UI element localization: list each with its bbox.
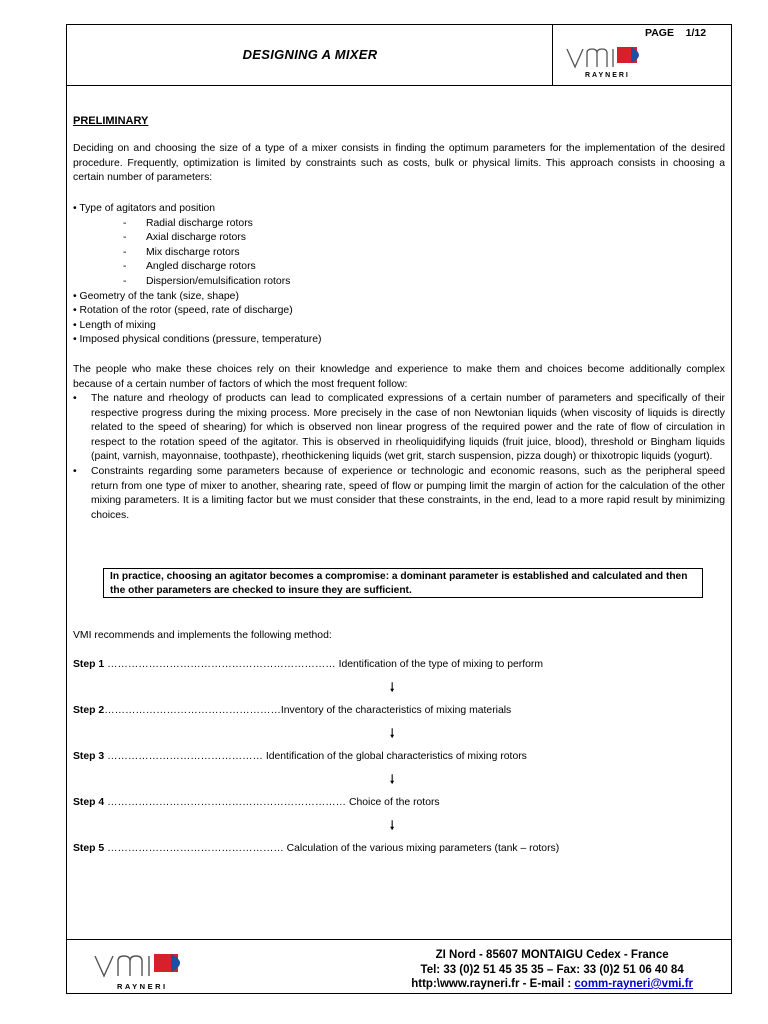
- bullet-dot-icon: •: [73, 465, 77, 477]
- rotor-item: - Axial discharge rotors: [73, 231, 725, 246]
- footer-phone: Tel: 33 (0)2 51 45 35 35 – Fax: 33 (0)2 51 06 40 84: [420, 963, 684, 976]
- step-label: Step 5: [73, 843, 105, 854]
- bullet-rotation: • Rotation of the rotor (speed, rate of discharge): [73, 305, 293, 317]
- bullet-agitators: • Type of agitators and position: [73, 203, 216, 214]
- footer-web: http:\www.rayneri.fr - E-mail :: [411, 978, 575, 990]
- rotor-item: - Angled discharge rotors: [73, 260, 725, 275]
- footer-address: ZI Nord - 85607 MONTAIGU Cedex - France: [435, 949, 669, 961]
- rotor-item: - Mix discharge rotors: [73, 246, 725, 261]
- step-text: Calculation of the various mixing parameters (tank – rotors): [286, 843, 560, 854]
- step-text: Choice of the rotors: [348, 797, 440, 808]
- step-text: Identification of the type of mixing to perform: [338, 659, 544, 670]
- rotor-item: - Radial discharge rotors: [73, 217, 725, 232]
- rotor-item: - Dispersion/emulsification rotors: [73, 275, 725, 290]
- factor-text: The nature and rheology of products can lead to complicated expressions of a certain number of parameters and specifically of their respective progress during the mixing process. More precisely in the case of non Newtonian liquids (when viscosity of liquids is directly related to the speed of shearing) for which is observed non linear progress of the required power and the rate of flow of circulation in respect to the rotation speed of the agitator. This is observed in rheoliquidifying liquids (fruit juice, blood), threshold or Bingham liquids (paint, varnish, mayonnaise, toothpaste), rheothickening liquids (wet grit, starch suspension, pizza dough) or thixotropic liquids (yogurt).: [91, 393, 725, 463]
- arrow-down-icon: 🠓: [390, 772, 395, 786]
- step-leader: ……………………………………………: [107, 843, 284, 854]
- step-row: [73, 843, 559, 854]
- contact-block: [411, 948, 693, 992]
- step-text: Identification of the global characteristics of mixing rotors: [265, 751, 527, 762]
- page-header: [67, 25, 731, 86]
- page-count: 1/12: [685, 27, 707, 39]
- step-leader: ………………………………………: [107, 751, 263, 762]
- factor-text: Constraints regarding some parameters because of experience or technologic and economic reasons, such as the peripheral speed return from one type of mixer to another, shearing rate, speed of flow or pumping limit the margin of action for the calculation of the other mixing parameters. It is a limiting factor but we must consider that these constraints, in the end, lead to a more rapid result by minimizing choices.: [91, 465, 725, 521]
- step-leader: …………………………………………………………: [107, 659, 336, 670]
- factor-item: [73, 465, 725, 523]
- step-row: [73, 751, 527, 762]
- footer-web-line: [411, 977, 693, 992]
- logo-subtext: RAYNERI: [585, 72, 630, 79]
- bullet-conditions: • Imposed physical conditions (pressure, temperature): [73, 334, 322, 346]
- section-title: PRELIMINARY: [73, 115, 149, 127]
- email-link[interactable]: comm-rayneri@vmi.fr: [574, 978, 693, 990]
- page-label: PAGE: [645, 27, 674, 39]
- intro-paragraph: Deciding on and choosing the size of a type of a mixer consists in finding the optimum parameters for the implementation of the desired procedure. Frequently, optimization is limited by constraints such as costs, bulk or physical limits. This approach consists in choosing a certain number of parameters:: [73, 143, 725, 184]
- method-intro: VMI recommends and implements the following method:: [73, 630, 332, 641]
- factors-intro: The people who make these choices rely on their knowledge and experience to make them and choices become additionally complex because of a certain number of factors of which the most frequent follow:: [73, 364, 725, 390]
- document-title: DESIGNING A MIXER: [242, 47, 378, 62]
- page-number: [645, 27, 706, 39]
- bullet-length: • Length of mixing: [73, 319, 156, 331]
- header-divider: [552, 25, 553, 85]
- step-label: Step 3: [73, 751, 105, 762]
- step-leader: ……………………………………………: [104, 705, 281, 716]
- bullet-geometry: • Geometry of the tank (size, shape): [73, 290, 239, 302]
- step-text: Inventory of the characteristics of mixing materials: [280, 705, 512, 716]
- compromise-callout: In practice, choosing an agitator becomes a compromise: a dominant parameter is established and calculated and then the other parameters are checked to insure they are sufficient.: [103, 568, 703, 598]
- factors-list: [73, 392, 725, 523]
- step-label: Step 2: [73, 705, 105, 716]
- step-label: Step 1: [73, 659, 105, 670]
- vmi-rayneri-logo: [565, 41, 657, 86]
- vmi-rayneri-footer-logo: [93, 948, 201, 997]
- parameter-list: [73, 202, 725, 348]
- step-label: Step 4: [73, 797, 105, 808]
- step-row: [73, 659, 543, 670]
- bullet-dot-icon: •: [73, 393, 77, 404]
- step-leader: ……………………………………………………………: [107, 797, 347, 808]
- factor-item: [73, 392, 725, 465]
- footer-logo-subtext: RAYNERI: [117, 982, 168, 991]
- arrow-down-icon: 🠓: [390, 680, 395, 694]
- arrow-down-icon: 🠓: [390, 726, 395, 740]
- page-frame: [66, 24, 732, 994]
- step-row: [73, 797, 440, 808]
- step-row: [73, 705, 511, 716]
- arrow-down-icon: 🠓: [390, 818, 395, 832]
- page-footer: [67, 939, 731, 995]
